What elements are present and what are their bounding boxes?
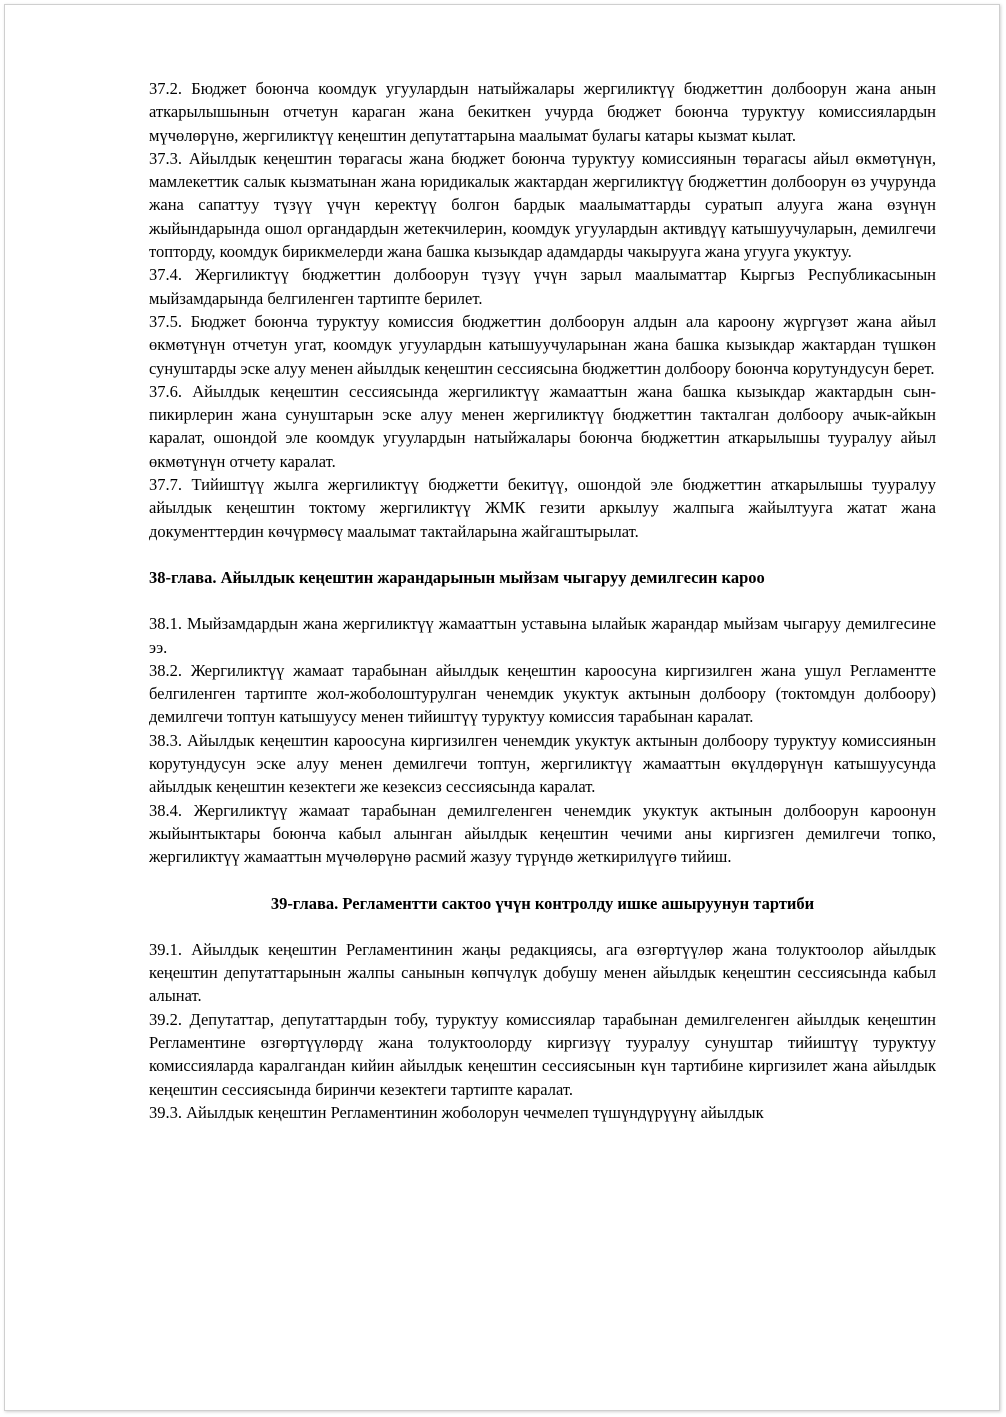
document-body — [149, 77, 936, 1124]
paragraph-38-4: 38.4. Жергиликтүү жамаат тарабынан демилгеленген ченемдик укуктук актынын долбоорун кароонун жыйынтыктары боюнча кабыл алынган айылдык кеңештин чечими аны киргизген демилгечи топко, жергиликтүү жамааттын мүчөлөрүнө расмий жазуу түрүндө жеткирилүүгө тийиш. — [149, 800, 936, 867]
document-page — [4, 4, 1000, 1411]
paragraph-37-4: 37.4. Жергиликтүү бюджеттин долбоорун түзүү үчүн зарыл маалыматтар Кыргыз Республикасынын мыйзамдарында белгиленген тартипте берилет. — [149, 265, 936, 308]
chapter-38-heading: 38-глава. Айылдык кеңештин жарандарынын мыйзам чыгаруу демилгесин кароо — [149, 567, 765, 587]
paragraph-39-1: 39.1. Айылдык кеңештин Регламентинин жаңы редакциясы, ага өзгөртүүлөр жана толуктоолор айылдык кеңештин депутаттарынын жалпы санынын көпчүлүк добушу менен айылдык кеңештин сессиясында кабыл алынат. — [149, 939, 936, 1006]
paragraph-37-7: 37.7. Тийиштүү жылга жергиликтүү бюджетти бекитүү, ошондой эле бюджеттин аткарылышы тууралуу айылдык кеңештин токтому жергиликтүү ЖМК гезити аркылуу жалпыга жайылтууга жатат жана документтердин көчүрмөсү маалымат тактайларына жайгаштырылат. — [149, 475, 936, 541]
paragraph-37-2: 37.2. Бюджет боюнча коомдук угуулардын натыйжалары жергиликтүү бюджеттин долбоорун жана анын аткарылышынын отчетун караган жана бекиткен учурда бюджет боюнча туруктуу комиссиялардын мүчөлөрүнө, жергиликтүү кеңештин депутаттарына маалымат булагы катары кызмат кылат. — [149, 79, 936, 145]
paragraph-38-2: 38.2. Жергиликтүү жамаат тарабынан айылдык кеңештин кароосуна киргизилген жана ушул Регламентте белгиленген тартипте жол-жоболоштурулган ченемдик укуктук актынын долбоору (токтомдун долбоору) демилгечи топтун катышуусу менен тийиштүү туруктуу комиссия тарабынан каралат. — [149, 660, 936, 727]
paragraph-37-3: 37.3. Айылдык кеңештин төрагасы жана бюджет боюнча туруктуу комиссиянын төрагасы айыл өкмөтүнүн, мамлекеттик салык кызматынан жана юридикалык жактардан жергиликтүү бюджеттин долбоорун өз учурунда жана сапаттуу түзүү үчүн керектүү болгон бардык маалыматтарды суратып алууга жана өзүнүн жыйындарында ошол органдардын жетекчилерин, коомдук угуулардын активдүү катышуучуларын, демилгечи топторду, коомдук бирикмелерди жана башка кызыкдар адамдарды чакырууга жана угууга укуктуу. — [149, 148, 936, 262]
paragraph-37-6: 37.6. Айылдык кеңештин сессиясында жергиликтүү жамааттын жана башка кызыкдар жактардын сын-пикирлерин жана сунуштарын эске алуу менен жергиликтүү бюджеттин такталган долбоору ачык-айкын каралат, ошондой эле коомдук угуулардын натыйжалары боюнча бюджеттин аткарылышы тууралуу айыл өкмөтүнүн отчету каралат. — [149, 381, 936, 471]
paragraph-39-2: 39.2. Депутаттар, депутаттардын тобу, туруктуу комиссиялар тарабынан демилгеленген айылдык кеңештин Регламентине өзгөртүүлөрдү жана толуктоолорду киргизүү тууралуу сунуштар тийиштүү туруктуу комиссияларда каралгандан кийин айылдык кеңештин сессиясынын күн тартибине киргизилет жана айылдык кеңештин сессиясында биринчи кезектеги тартипте каралат. — [149, 1009, 936, 1099]
chapter-39-heading: 39-глава. Регламентти сактоо үчүн контролду ишке ашыруунун тартиби — [270, 893, 815, 913]
paragraph-38-3: 38.3. Айылдык кеңештин кароосуна киргизилген ченемдик укуктук актынын долбоору туруктуу комиссиянын корутундусун эске алуу менен демилгечи топтун, жергиликтүү жамааттын өкүлдөрүнүн катышуусунда айылдык кеңештин кезектеги же кезексиз сессиясында каралат. — [149, 730, 936, 797]
paragraph-37-5: 37.5. Бюджет боюнча туруктуу комиссия бюджеттин долбоорун алдын ала кароону жүргүзөт жана айыл өкмөтүнүн отчетун угат, коомдук угуулардын катышуучуларынан жана башка кызыкдар жактардан түшкөн сунуштарды эске алуу менен айылдык кеңештин сессиясына бюджеттин долбоору боюнча корутундусун берет. — [149, 311, 936, 378]
paragraph-39-3: 39.3. Айылдык кеңештин Регламентинин жоболорун чечмелеп түшүндүрүүнү айылдык — [149, 1102, 764, 1122]
paragraph-38-1: 38.1. Мыйзамдардын жана жергиликтүү жамааттын уставына ылайык жарандар мыйзам чыгаруу демилгесине ээ. — [149, 614, 936, 657]
